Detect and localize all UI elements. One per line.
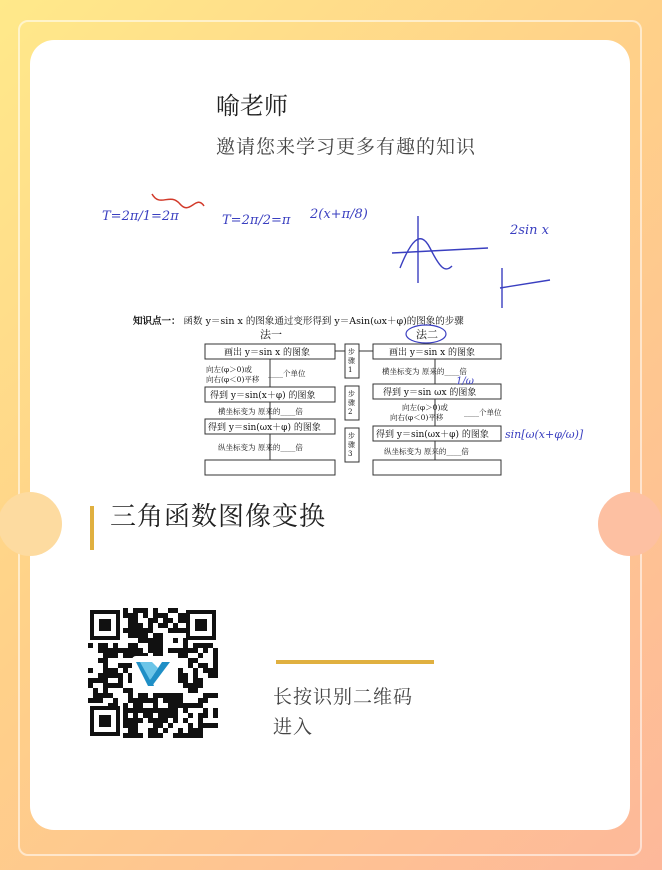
- right-note-1: 横坐标变为 原来的____倍: [382, 367, 467, 376]
- hand-red-scribble: [152, 194, 204, 208]
- preview-heading: 函数 y＝sin x 的图象通过变形得到 y＝Asin(ωx＋φ)的图象的步骤: [183, 316, 464, 327]
- left-note-5: 纵坐标变为 原来的____倍: [218, 443, 303, 452]
- left-note-4: 横坐标变为 原来的____倍: [218, 407, 303, 416]
- title-accent-bar: [90, 506, 94, 550]
- qr-accent-line: [276, 660, 434, 664]
- hand-period-1: T=2π/1=2π: [102, 209, 179, 224]
- preview-heading-prefix: 知识点一：: [133, 316, 181, 327]
- qr-code-image: [88, 608, 218, 738]
- card-notch-left: [0, 492, 62, 556]
- right-step-3: 得到 y＝sin(ωx＋φ) 的图象: [376, 430, 489, 440]
- left-note-3: ____个单位: [268, 369, 306, 378]
- author-name: 喻老师: [216, 92, 288, 120]
- qr-code[interactable]: [88, 608, 218, 738]
- qr-hint-line-2: 进入: [273, 716, 314, 738]
- right-note-2: 向左(φ＞0)或: [402, 403, 448, 412]
- mid-step-2: 步骤 2: [348, 390, 355, 416]
- invite-text: 邀请您来学习更多有趣的知识: [216, 136, 477, 158]
- hand-note-right: 2sin x: [510, 223, 549, 238]
- qr-hint-line-1: 长按识别二维码: [273, 686, 414, 708]
- col2-title: 法二: [416, 328, 438, 341]
- left-step-2: 得到 y＝sin(x＋φ) 的图象: [210, 391, 316, 401]
- left-note-1: 向左(φ＞0)或: [206, 365, 252, 374]
- left-step-3: 得到 y＝sin(ωx＋φ) 的图象: [208, 423, 321, 433]
- hand-blank-answer: 1/ω: [456, 376, 474, 387]
- right-note-4: ____个单位: [464, 408, 502, 417]
- hand-shift: 2(x+π/8): [310, 207, 368, 222]
- svg-text:知识点一： 函数 y＝sin x 的图象通过: [133, 315, 464, 327]
- hand-sin-expression: sin[ω(x+φ/ω)]: [505, 428, 584, 441]
- hand-period-2: T=2π/2=π: [222, 213, 291, 228]
- lesson-preview-image[interactable]: [100, 188, 584, 470]
- left-step-1: 画出 y＝sin x 的图象: [224, 348, 311, 358]
- right-step-2: 得到 y＝sin ωx 的图象: [383, 388, 477, 398]
- qr-hint: [273, 682, 413, 742]
- mid-step-1: 步骤 1: [348, 348, 355, 374]
- mid-step-3: 步骤 3: [348, 432, 355, 458]
- col1-title: 法一: [260, 328, 282, 341]
- post-title: 三角函数图像变换: [110, 502, 327, 532]
- right-step-1: 画出 y＝sin x 的图象: [389, 348, 476, 358]
- right-note-5: 纵坐标变为 原来的____倍: [384, 447, 469, 456]
- share-card: [30, 40, 630, 830]
- left-note-2: 向右(φ＜0)平移: [206, 375, 260, 384]
- card-notch-right: [598, 492, 662, 556]
- right-note-3: 向右(φ＜0)平移: [390, 413, 444, 422]
